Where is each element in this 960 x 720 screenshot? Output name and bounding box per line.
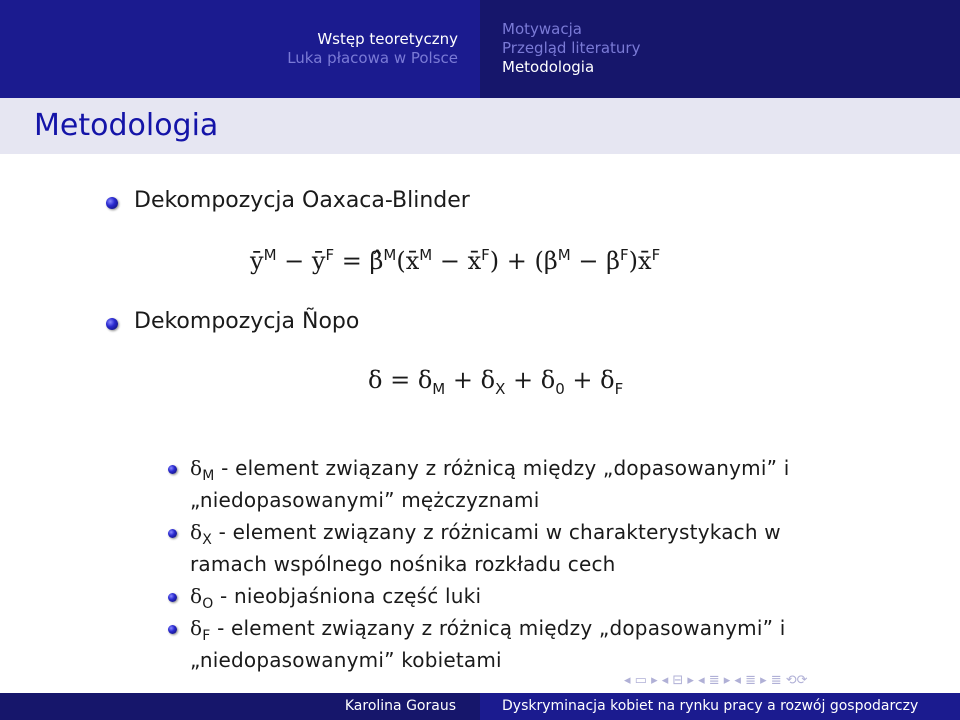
subitem-delta-x-line2: ramach wspólnego nośnika rozkładu cech xyxy=(190,552,616,576)
subitem-sub: O xyxy=(202,596,214,612)
delta-symbol: δ xyxy=(190,584,203,608)
eq-op: ) xyxy=(628,247,639,275)
eq-term: β̂ xyxy=(369,247,384,275)
equation-nopo xyxy=(368,366,623,398)
footer-left xyxy=(0,693,480,720)
subitem-sub: F xyxy=(202,628,211,644)
bullet-icon xyxy=(106,318,118,330)
eq-sup: F xyxy=(325,246,335,264)
subitem-delta-m xyxy=(190,456,789,484)
eq-sup: M xyxy=(263,246,277,264)
eq-sup: M xyxy=(557,246,571,264)
subbullet-icon xyxy=(168,465,177,474)
eq-op: − xyxy=(439,247,460,275)
eq-term: δ xyxy=(417,366,433,394)
subitem-text: - element związany z różnicą między „dopasowanymi” i xyxy=(214,456,790,480)
item-oaxaca: Dekompozycja Oaxaca-Blinder xyxy=(134,188,470,213)
subitem-sub: X xyxy=(202,532,213,548)
nav-section-wstep[interactable]: Wstęp teoretyczny xyxy=(317,30,458,48)
subbullet-icon xyxy=(168,529,177,538)
subitem-delta-x xyxy=(190,520,781,548)
eq-op: ) xyxy=(489,247,500,275)
delta-symbol: δ xyxy=(190,456,203,480)
eq-sup: M xyxy=(383,246,397,264)
eq-sub: X xyxy=(495,379,506,398)
footer-right xyxy=(480,693,960,720)
eq-sup: M xyxy=(419,246,433,264)
nav-subsection-przeglad[interactable]: Przegląd literatury xyxy=(502,39,641,57)
eq-term: δ xyxy=(480,366,496,394)
eq-op: = xyxy=(390,366,411,394)
eq-term: β xyxy=(543,247,558,275)
delta-symbol: δ xyxy=(190,616,203,640)
eq-term: δ xyxy=(540,366,556,394)
frame-title: Metodologia xyxy=(34,108,219,143)
subbullet-icon xyxy=(168,593,177,602)
subitem-text: - nieobjaśniona część luki xyxy=(213,584,482,608)
subitem-text: - element związany z różnicami w charakterystykach w xyxy=(212,520,781,544)
nav-subsection-luka[interactable]: Luka płacowa w Polsce xyxy=(287,49,458,67)
beamer-nav-icons[interactable]: ◂ ▭ ▸ ◂ ⊟ ▸ ◂ ≣ ▸ ◂ ≣ ▸ ≣ ⟲⟳ xyxy=(624,673,808,688)
eq-op: + xyxy=(452,366,473,394)
header-right xyxy=(480,0,960,98)
eq-sub: M xyxy=(432,379,446,398)
subitem-delta-o xyxy=(190,584,481,612)
nav-section-motywacja[interactable]: Motywacja xyxy=(502,20,582,38)
subbullet-icon xyxy=(168,625,177,634)
eq-sup: F xyxy=(620,246,629,264)
footer-author: Karolina Goraus xyxy=(344,698,456,714)
equation-oaxaca xyxy=(250,246,660,275)
eq-term: ȳ xyxy=(250,247,264,275)
header xyxy=(0,0,960,98)
eq-term: ȳ xyxy=(311,247,326,275)
eq-sup: F xyxy=(651,246,661,264)
subitem-delta-f-line2: „niedopasowanymi” kobietami xyxy=(190,648,502,672)
eq-term: δ xyxy=(368,366,383,394)
eq-op: + xyxy=(513,366,534,394)
item-nopo: Dekompozycja Ñopo xyxy=(134,309,360,334)
eq-op: − xyxy=(284,247,305,275)
eq-term: x̄ xyxy=(467,247,482,275)
subitem-delta-f xyxy=(190,616,785,644)
eq-sub: F xyxy=(614,379,624,398)
eq-op: ( xyxy=(534,247,544,275)
eq-op: ( xyxy=(396,247,406,275)
eq-sub: 0 xyxy=(555,379,565,398)
eq-term: x̄ xyxy=(638,247,652,275)
eq-op: + xyxy=(572,366,593,394)
eq-term: x̄ xyxy=(405,247,420,275)
eq-term: δ xyxy=(600,366,615,394)
eq-op: = xyxy=(341,247,362,275)
subitem-text: - element związany z różnicą między „dopasowanymi” i xyxy=(210,616,786,640)
eq-op: − xyxy=(578,247,599,275)
eq-op: + xyxy=(506,247,527,275)
nav-subsection-metodologia[interactable]: Metodologia xyxy=(502,58,595,76)
eq-term: β xyxy=(606,247,621,275)
footer-title: Dyskryminacja kobiet na rynku pracy a rozwój gospodarczy xyxy=(502,698,919,714)
delta-symbol: δ xyxy=(190,520,203,544)
subitem-sub: M xyxy=(202,468,215,484)
subitem-delta-m-line2: „niedopasowanymi” mężczyznami xyxy=(190,488,540,512)
header-left xyxy=(0,0,480,98)
eq-sup: F xyxy=(481,246,490,264)
bullet-icon xyxy=(106,197,118,209)
